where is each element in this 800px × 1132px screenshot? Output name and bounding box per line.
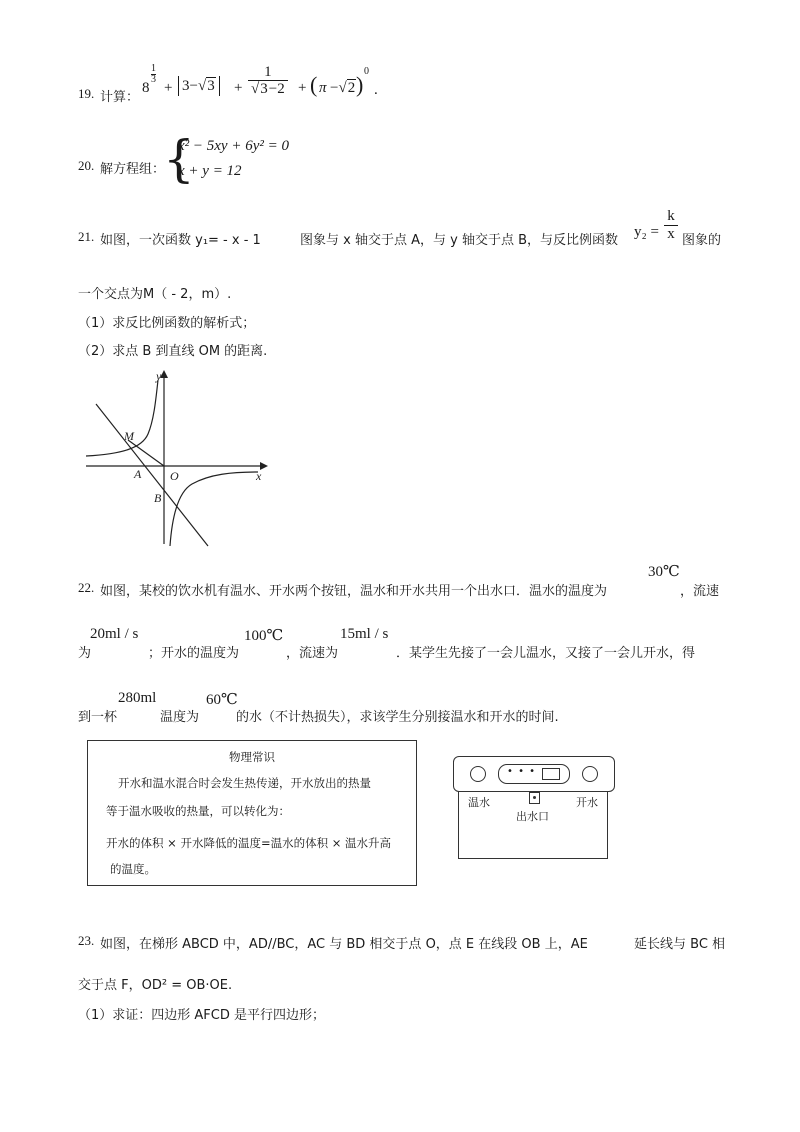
outlet-square (529, 792, 540, 804)
q21-text-2: 一个交点为M（ - 2，m）. (78, 287, 232, 302)
physics-note-line-1: 开水和温水混合时会发生热传递，开水放出的热量 (118, 776, 371, 790)
q22-speed-15: 15ml / s (340, 626, 389, 642)
q22-number: 22. (78, 580, 95, 595)
label-x: x (256, 469, 262, 483)
q21-part-2: （2）求点 B 到直线 OM 的距离. (78, 344, 268, 359)
q21-text-1b: 图象与 x 轴交于点 A，与 y 轴交于点 B，与反比例函数 (300, 233, 618, 248)
q20-number: 20. (78, 158, 95, 173)
q19-exponent: 1 3 (151, 63, 156, 85)
q21-text-1c: 图象的 (682, 233, 722, 248)
physics-note-box (87, 740, 417, 886)
q22-speed-20: 20ml / s (90, 626, 139, 642)
label-y: y (156, 369, 162, 383)
q21-part-1: （1）求反比例函数的解析式； (78, 316, 256, 331)
q22-temp-30: 30℃ (648, 564, 680, 580)
q22-temp-100: 100℃ (244, 628, 284, 644)
indicator-panel (498, 764, 570, 784)
physics-note-line-2: 等于温水吸收的热量，可以转化为： (106, 804, 290, 818)
hyperbola-right-branch (170, 472, 258, 546)
warm-water-button[interactable] (470, 766, 486, 782)
outlet-dot (533, 796, 536, 799)
q22-volume: 280ml (118, 690, 157, 706)
dispenser-panel (453, 756, 615, 792)
physics-note-line-3: 开水的体积 × 开水降低的温度=温水的体积 × 温水升高 (106, 836, 392, 850)
label-warm-water: 温水 (468, 796, 490, 809)
physics-note-title: 物理常识 (229, 750, 275, 764)
display-window (542, 768, 560, 780)
q23-text-1a: 如图，在梯形 ABCD 中，AD//BC，AC 与 BD 相交于点 O，点 E 在线段 OB 上，AE (100, 937, 588, 952)
q20-equation-1: x² − 5xy + 6y² = 0 (178, 138, 289, 154)
label-a: A (134, 467, 142, 481)
q19-base: 8 (142, 80, 150, 96)
q23-text-1b: 延长线与 BC 相 (634, 937, 726, 952)
q23-part-1: （1）求证：四边形 AFCD 是平行四边形； (78, 1008, 325, 1023)
q20-label: 解方程组： (100, 162, 166, 177)
q21-fraction: k x (664, 208, 678, 243)
q22-text-2d: ．某学生先接了一会儿温水，又接了一会儿开水，得 (396, 646, 696, 661)
q20-equation-2: x + y = 12 (178, 163, 242, 179)
q22-text-3c: 的水（不计热损失），求该学生分别接温水和开水的时间. (236, 710, 559, 725)
q21-number: 21. (78, 229, 95, 244)
physics-note-line-4: 的温度。 (110, 862, 156, 876)
label-boiling-water: 开水 (576, 796, 598, 809)
q22-text-2b: ；开水的温度为 (148, 646, 240, 661)
label-o: O (170, 469, 179, 483)
q21-y2: y₂ = (634, 224, 659, 240)
q21-text-1a: 如图，一次函数 y₁= - x - 1 (100, 233, 261, 248)
q22-text-1b: ，流速 (680, 584, 720, 599)
hyperbola-left-branch (86, 380, 158, 456)
q22-text-2c: ，流速为 (286, 646, 339, 661)
q22-text-3b: 温度为 (160, 710, 200, 725)
q23-text-2: 交于点 F，OD² = OB·OE. (78, 978, 233, 993)
q19-number: 19. (78, 86, 95, 101)
label-b: B (154, 491, 162, 505)
q19-fraction: $\frac{1}{√3-2}$ (248, 64, 288, 97)
boiling-water-button[interactable] (582, 766, 598, 782)
q19-label: 计算： (100, 90, 140, 105)
q19-absolute: 3−√3 (178, 76, 220, 96)
q20-brace: { (163, 130, 195, 188)
linear-function-line (96, 404, 208, 546)
q21-graph (82, 368, 272, 548)
q23-number: 23. (78, 933, 95, 948)
q22-temp-60: 60℃ (206, 692, 238, 708)
q22-text-1a: 如图，某校的饮水机有温水、开水两个按钮，温水和开水共用一个出水口．温水的温度为 (100, 584, 608, 599)
indicator-dots: • • • (507, 766, 537, 777)
line-om (128, 440, 164, 466)
q22-text-3a: 到一杯 (78, 710, 118, 725)
label-outlet: 出水口 (516, 810, 549, 823)
q22-text-2a: 为 (78, 646, 92, 661)
label-m: M (124, 429, 134, 443)
